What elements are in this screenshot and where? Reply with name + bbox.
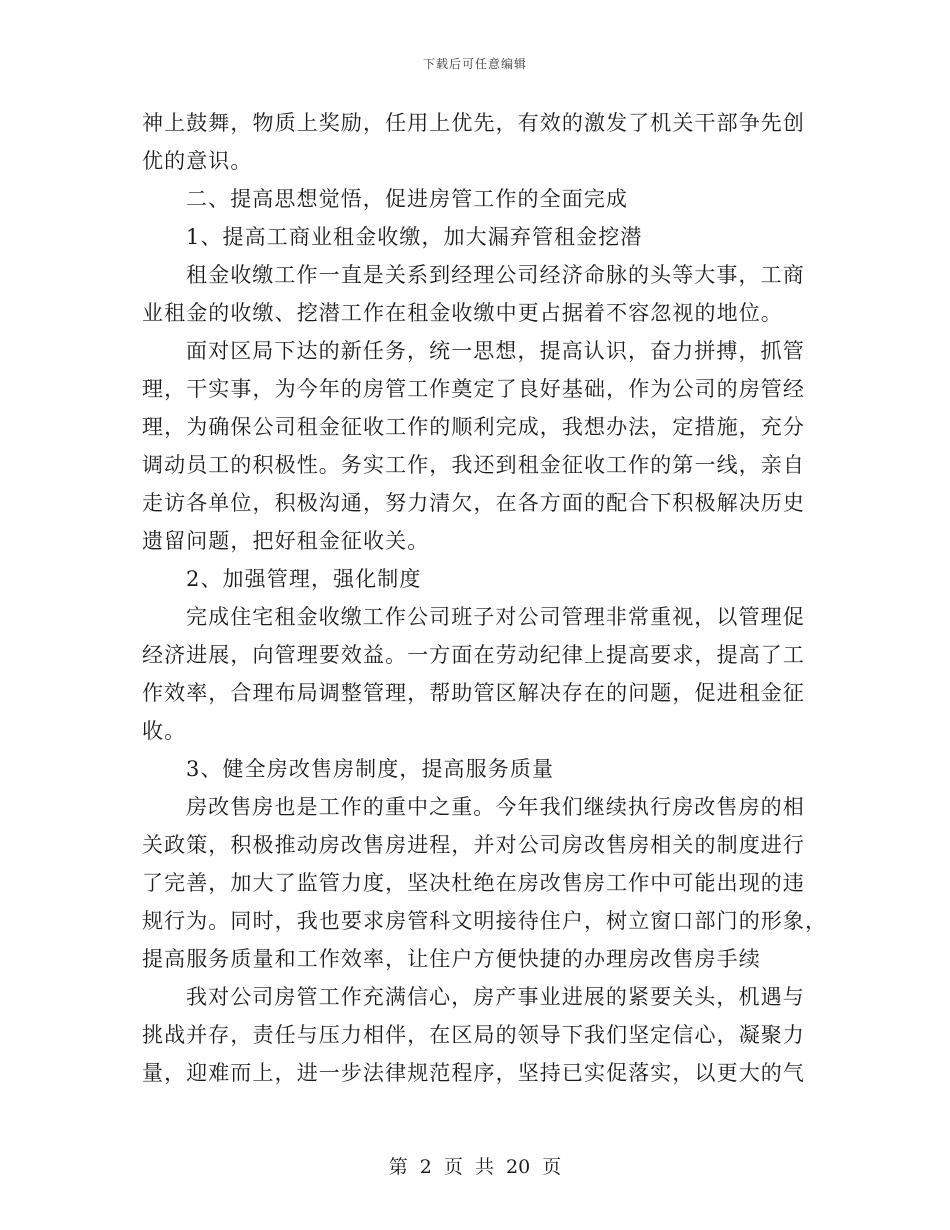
text-line: 调动员工的积极性。务实工作，我还到租金征收工作的第一线，亲自	[142, 453, 805, 477]
text-line: 量，迎难而上，进一步法律规范程序，坚持已实促落实，以更大的气	[142, 1061, 805, 1085]
text-line: 走访各单位，积极沟通，努力清欠，在各方面的配合下积极解决历史	[142, 491, 805, 515]
text-line: 房改售房也是工作的重中之重。今年我们继续执行房改售房的相	[186, 795, 805, 819]
subsection-heading: 1、提高工商业租金收缴，加大漏弃管租金挖潜	[186, 225, 643, 249]
subsection-heading: 3、健全房改售房制度，提高服务质量	[186, 757, 555, 781]
text-line: 完成住宅租金收缴工作公司班子对公司管理非常重视，以管理促	[186, 605, 805, 629]
page-number: 第 2 页 共 20 页	[388, 1156, 562, 1178]
text-line: 规行为。同时，我也要求房管科文明接待住户，树立窗口部门的形象，	[142, 909, 828, 933]
section-heading: 二、提高思想觉悟，促进房管工作的全面完成	[186, 187, 628, 211]
text-line: 理，为确保公司租金征收工作的顺利完成，我想办法，定措施，充分	[142, 415, 805, 439]
text-line: 关政策，积极推动房改售房进程，并对公司房改售房相关的制度进行	[142, 833, 805, 857]
text-line: 我对公司房管工作充满信心，房产事业进展的紧要关头，机遇与	[186, 985, 805, 1009]
page-header: 下载后可任意编辑	[422, 57, 527, 71]
text-line: 提高服务质量和工作效率，让住户方便快捷的办理房改售房手续	[142, 947, 761, 971]
text-line: 挑战并存，责任与压力相伴，在区局的领导下我们坚定信心，凝聚力	[142, 1023, 805, 1047]
text-line: 收。	[142, 719, 187, 743]
subsection-heading: 2、加强管理，强化制度	[186, 567, 422, 591]
text-line: 优的意识。	[142, 149, 253, 173]
text-line: 租金收缴工作一直是关系到经理公司经济命脉的头等大事，工商	[186, 263, 805, 287]
text-line: 遗留问题，把好租金征收关。	[142, 529, 430, 553]
text-line: 神上鼓舞，物质上奖励，任用上优先，有效的激发了机关干部争先创	[142, 111, 805, 135]
text-line: 作效率，合理布局调整管理，帮助管区解决存在的问题，促进租金征	[142, 681, 805, 705]
text-line: 经济进展，向管理要效益。一方面在劳动纪律上提高要求，提高了工	[142, 643, 805, 667]
text-line: 理，干实事，为今年的房管工作奠定了良好基础，作为公司的房管经	[142, 377, 805, 401]
text-line: 业租金的收缴、挖潜工作在租金收缴中更占据着不容忽视的地位。	[142, 301, 783, 325]
text-line: 了完善，加大了监管力度，坚决杜绝在房改售房工作中可能出现的违	[142, 871, 805, 895]
text-line: 面对区局下达的新任务，统一思想，提高认识，奋力拼搏，抓管	[186, 339, 805, 363]
document-body	[142, 104, 828, 1092]
